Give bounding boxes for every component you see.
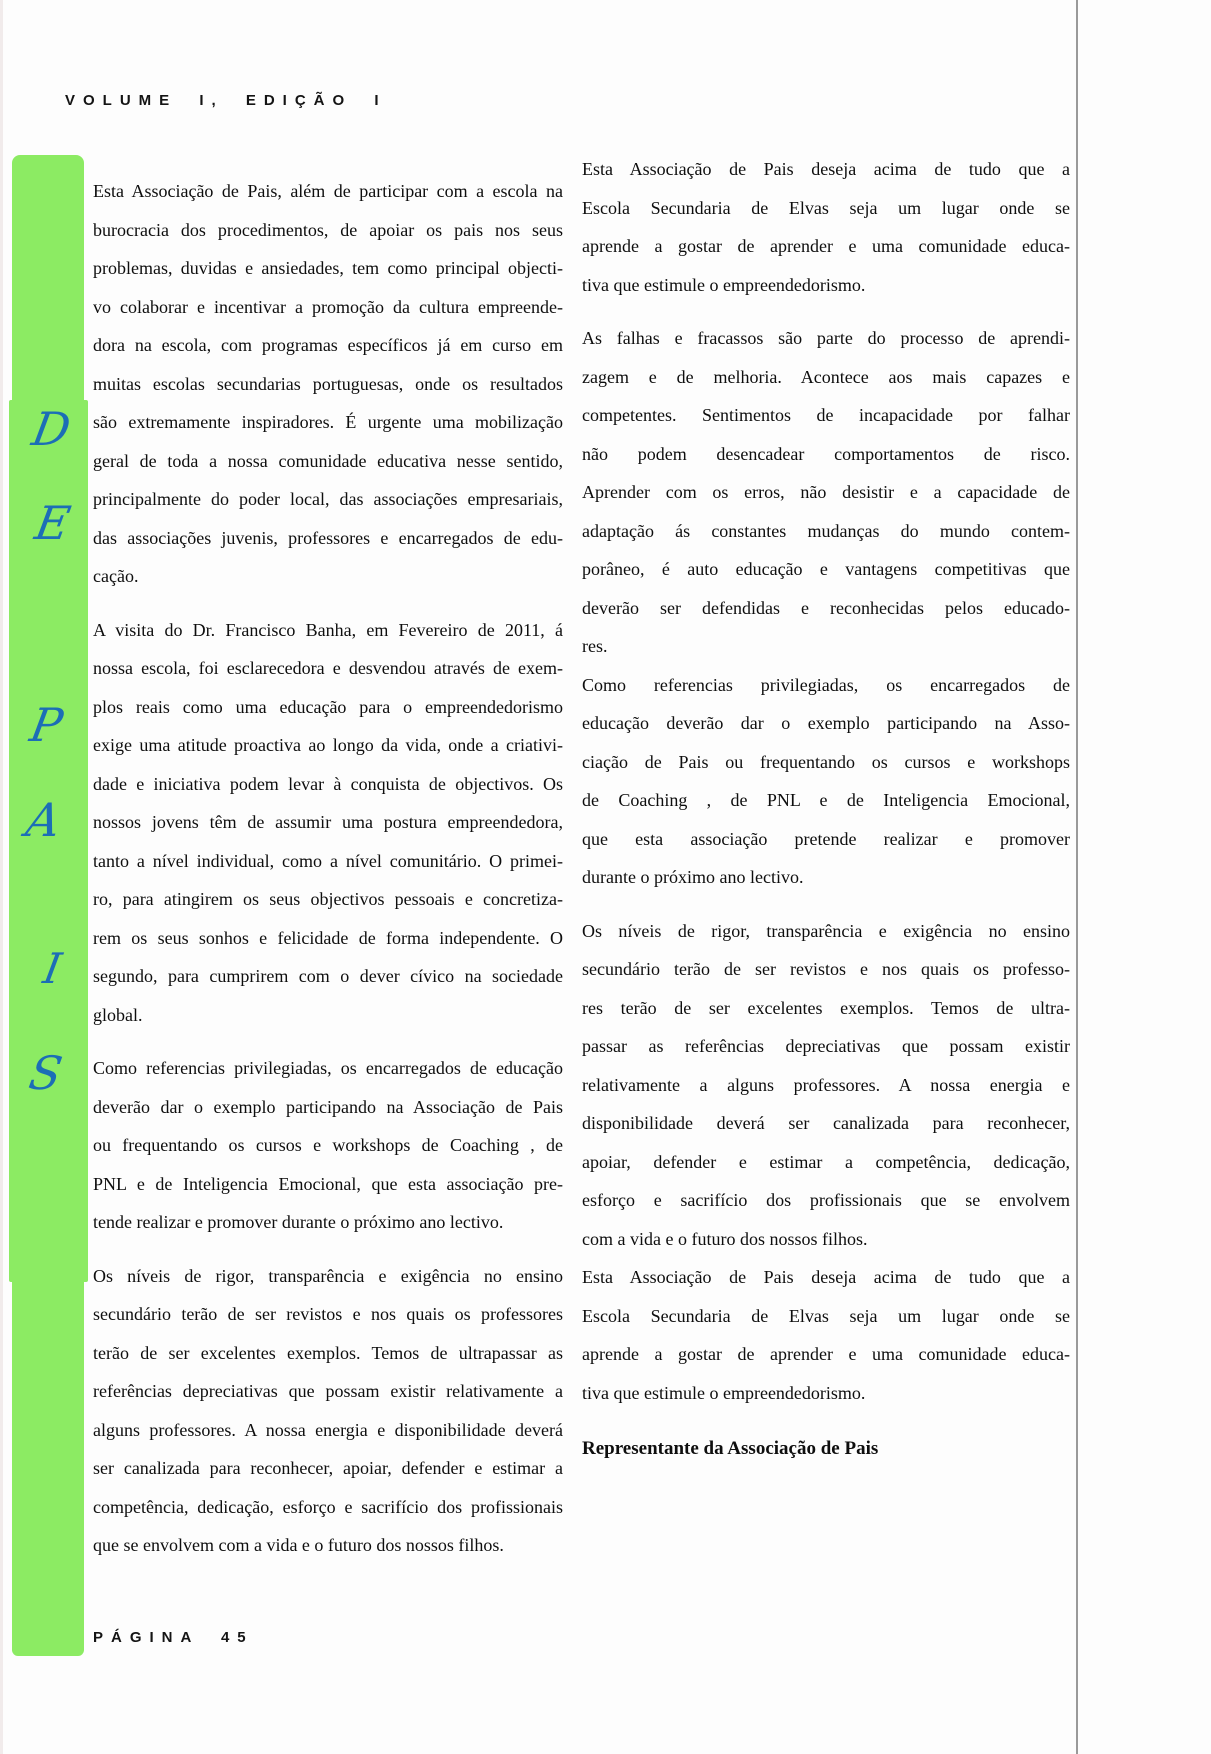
text-line: tiva que estimule o empreendedorismo. — [582, 274, 866, 295]
text-line: secundário terão de ser revistos e nos quais os professores — [93, 1304, 563, 1324]
text-column-left — [93, 172, 563, 1565]
text-line: Esta Associação de Pais deseja acima de tudo que a — [582, 159, 1070, 179]
paragraph — [582, 666, 1070, 897]
text-line: A visita do Dr. Francisco Banha, em Fevereiro de 2011, á — [93, 619, 563, 640]
text-line: ro, para atingirem os seus objectivos pessoais e concretiza- — [93, 889, 563, 909]
sidebar-letter-e: E — [31, 496, 75, 550]
text-line: segundo, para cumprirem com o dever cívico na sociedade — [93, 966, 563, 986]
text-line: ciação de Pais ou frequentando os cursos e workshops — [582, 751, 1070, 772]
text-line: aprende a gostar de aprender e uma comunidade educa- — [582, 1344, 1070, 1364]
text-line: Os níveis de rigor, transparência e exigência no ensino — [93, 1265, 563, 1286]
text-line: não podem desencadear comportamentos de risco. — [582, 443, 1070, 464]
text-line: res. — [582, 636, 608, 656]
sidebar-letter-d: D — [28, 402, 75, 456]
text-line: terão de ser excelentes exemplos. Temos de ultrapassar as — [93, 1342, 563, 1363]
text-line: deverão dar o exemplo participando na Associação de Pais — [93, 1096, 563, 1117]
paragraph — [582, 150, 1070, 304]
text-line: burocracia dos procedimentos, de apoiar os pais nos seus — [93, 219, 563, 240]
paragraph — [582, 1258, 1070, 1412]
text-line: ser canalizada para reconhecer, apoiar, defender e estimar a — [93, 1458, 563, 1478]
right-vertical-rule — [1076, 0, 1078, 1754]
text-line: Escola Secundaria de Elvas seja um lugar onde se — [582, 1305, 1070, 1326]
text-line: competência, dedicação, esforço e sacrifício dos profissionais — [93, 1496, 563, 1517]
text-line: referências depreciativas que possam existir relativamente a — [93, 1381, 563, 1401]
text-line: Esta Associação de Pais deseja acima de tudo que a — [582, 1267, 1070, 1287]
text-line: relativamente a alguns professores. A nossa energia e — [582, 1074, 1070, 1095]
text-line: tiva que estimule o empreendedorismo. — [582, 1382, 866, 1403]
text-line: geral de toda a nossa comunidade educativa nesse sentido, — [93, 450, 563, 471]
text-line: Escola Secundaria de Elvas seja um lugar onde se — [582, 197, 1070, 218]
text-line: global. — [93, 1004, 143, 1025]
text-line: passar as referências depreciativas que possam existir — [582, 1036, 1070, 1056]
text-line: disponibilidade deverá ser canalizada para reconhecer, — [582, 1113, 1070, 1133]
paragraph — [582, 912, 1070, 1259]
text-line: plos reais como uma educação para o empreendedorismo — [93, 696, 563, 717]
paragraph — [582, 319, 1070, 666]
text-line: exige uma atitude proactiva ao longo da vida, onde a criativi- — [93, 735, 563, 755]
text-line: competentes. Sentimentos de incapacidade por falhar — [582, 405, 1070, 425]
paragraph — [93, 1257, 563, 1565]
sidebar-letter-a: A — [22, 793, 65, 847]
text-line: nossos jovens têm de assumir uma postura empreendedora, — [93, 812, 563, 832]
text-line: de Coaching , de PNL e de Inteligencia Emocional, — [582, 790, 1070, 810]
text-line: aprende a gostar de aprender e uma comunidade educa- — [582, 236, 1070, 256]
text-line: muitas escolas secundarias portuguesas, onde os resultados — [93, 373, 563, 394]
text-line: porâneo, é auto educação e vantagens competitivas que — [582, 559, 1070, 579]
text-column-right — [582, 150, 1070, 1469]
text-line: dora na escola, com programas específicos já em curso em — [93, 335, 563, 355]
volume-edition-header: VOLUME I, EDIÇÃO I — [65, 92, 387, 109]
text-line: As falhas e fracassos são parte do processo de aprendi- — [582, 328, 1070, 348]
text-line: nossa escola, foi esclarecedora e desvendou através de exem- — [93, 658, 563, 678]
text-line: problemas, duvidas e ansiedades, tem como principal objecti- — [93, 258, 563, 278]
text-line: que esta associação pretende realizar e promover — [582, 828, 1070, 849]
text-line: zagem e de melhoria. Acontece aos mais capazes e — [582, 366, 1070, 387]
text-line: PNL e de Inteligencia Emocional, que esta associação pre- — [93, 1173, 563, 1194]
text-line: secundário terão de ser revistos e nos quais os professo- — [582, 959, 1070, 979]
sidebar-letter-p: P — [26, 698, 67, 752]
sidebar-band-top — [12, 155, 84, 401]
text-line: cação. — [93, 566, 139, 586]
text-line: durante o próximo ano lectivo. — [582, 867, 804, 887]
text-line: adaptação ás constantes mudanças do mundo contem- — [582, 520, 1070, 541]
sidebar-letter-s: S — [25, 1046, 67, 1100]
text-line: deverão ser defendidas e reconhecidas pelos educado- — [582, 597, 1070, 618]
text-line: ou frequentando os cursos e workshops de Coaching , de — [93, 1135, 563, 1155]
text-line: vo colaborar e incentivar a promoção da cultura empreende- — [93, 296, 563, 317]
text-line: tende realizar e promover durante o próximo ano lectivo. — [93, 1212, 504, 1232]
text-line: tanto a nível individual, como a nível comunitário. O primei- — [93, 850, 563, 871]
text-line: rem os seus sonhos e felicidade de forma independente. O — [93, 927, 563, 948]
text-line: Os níveis de rigor, transparência e exigência no ensino — [582, 920, 1070, 941]
text-line: Como referencias privilegiadas, os encarregados de — [582, 674, 1070, 695]
text-line: Esta Associação de Pais, além de participar com a escola na — [93, 181, 563, 201]
text-line: principalmente do poder local, das associações empresariais, — [93, 489, 563, 509]
paragraph — [93, 1049, 563, 1242]
text-line: Aprender com os erros, não desistir e a capacidade de — [582, 482, 1070, 502]
text-line: são extremamente inspiradores. É urgente uma mobilização — [93, 412, 563, 432]
text-line: das associações juvenis, professores e encarregados de edu- — [93, 527, 563, 548]
text-line: alguns professores. A nossa energia e disponibilidade deverá — [93, 1419, 563, 1440]
text-column-right-paragraphs — [582, 150, 1070, 1412]
text-line: apoiar, defender e estimar a competência, dedicação, — [582, 1151, 1070, 1172]
text-line: esforço e sacrifício dos profissionais que se envolvem — [582, 1190, 1070, 1210]
signature-line: Representante da Associação de Pais — [582, 1438, 879, 1459]
sidebar-letter-i: I — [39, 944, 66, 993]
paragraph — [93, 172, 563, 596]
text-line: com a vida e o futuro dos nossos filhos. — [582, 1228, 868, 1249]
text-line: dade e iniciativa podem levar à conquista de objectivos. Os — [93, 773, 563, 794]
text-line: res terão de ser excelentes exemplos. Temos de ultra- — [582, 997, 1070, 1018]
sidebar-band-bottom — [12, 1282, 84, 1656]
text-line: Como referencias privilegiadas, os encarregados de educação — [93, 1058, 563, 1078]
page-number-footer: PÁGINA 45 — [93, 1629, 254, 1646]
text-line: educação deverão dar o exemplo participando na Asso- — [582, 713, 1070, 733]
paragraph — [93, 611, 563, 1035]
text-line: que se envolvem com a vida e o futuro dos nossos filhos. — [93, 1535, 504, 1555]
